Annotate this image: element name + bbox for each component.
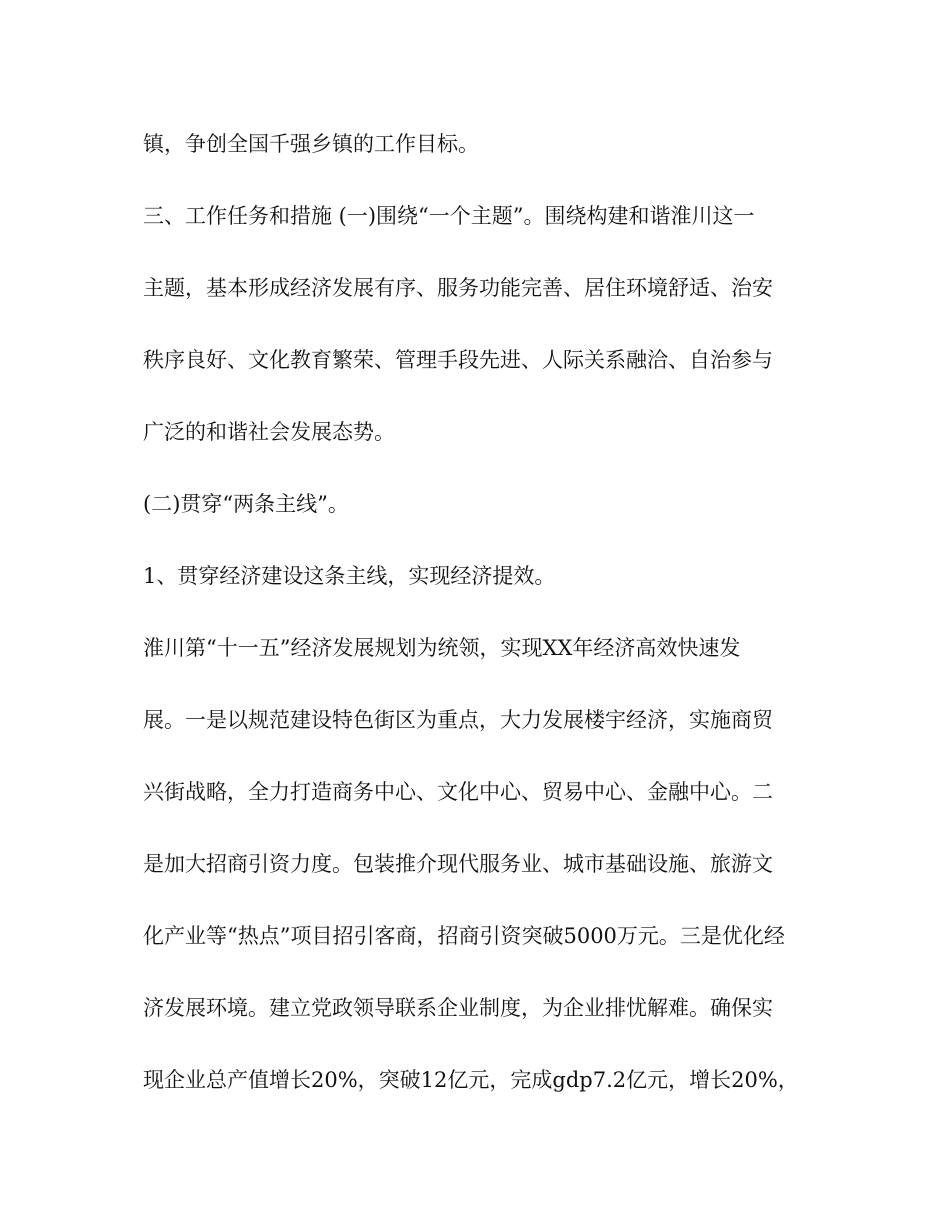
text-line: 化产业等“热点”项目招引客商，招商引资突破5000万元。三是优化经	[143, 924, 785, 948]
text-line: 主题，基本形成经济发展有序、服务功能完善、居住环境舒适、治安	[143, 276, 773, 300]
text-line: 秩序良好、文化教育繁荣、管理手段先进、人际关系融洽、自治参与	[143, 348, 773, 372]
text-line: 三、工作任务和措施 (一)围绕“一个主题”。围绕构建和谐淮川这一	[143, 204, 755, 228]
text-line: 兴街战略，全力打造商务中心、文化中心、贸易中心、金融中心。二	[143, 780, 773, 804]
body-text	[143, 118, 823, 1126]
text-line: 淮川第“十一五”经济发展规划为统领，实现XX年经济高效快速发	[143, 636, 741, 660]
text-line: 是加大招商引资力度。包装推介现代服务业、城市基础设施、旅游文	[143, 852, 773, 876]
text-line: 展。一是以规范建设特色街区为重点，大力发展楼宇经济，实施商贸	[143, 708, 773, 732]
text-line: 现企业总产值增长20%，突破12亿元，完成gdp7.2亿元，增长20%，	[143, 1068, 799, 1092]
text-line: 1、贯穿经济建设这条主线，实现经济提效。	[143, 564, 556, 588]
text-line: 济发展环境。建立党政领导联系企业制度，为企业排忧解难。确保实	[143, 996, 773, 1020]
text-line: 广泛的和谐社会发展态势。	[143, 420, 395, 444]
text-line: 镇，争创全国千强乡镇的工作目标。	[143, 132, 479, 156]
text-line: (二)贯穿“两条主线”。	[143, 492, 349, 516]
